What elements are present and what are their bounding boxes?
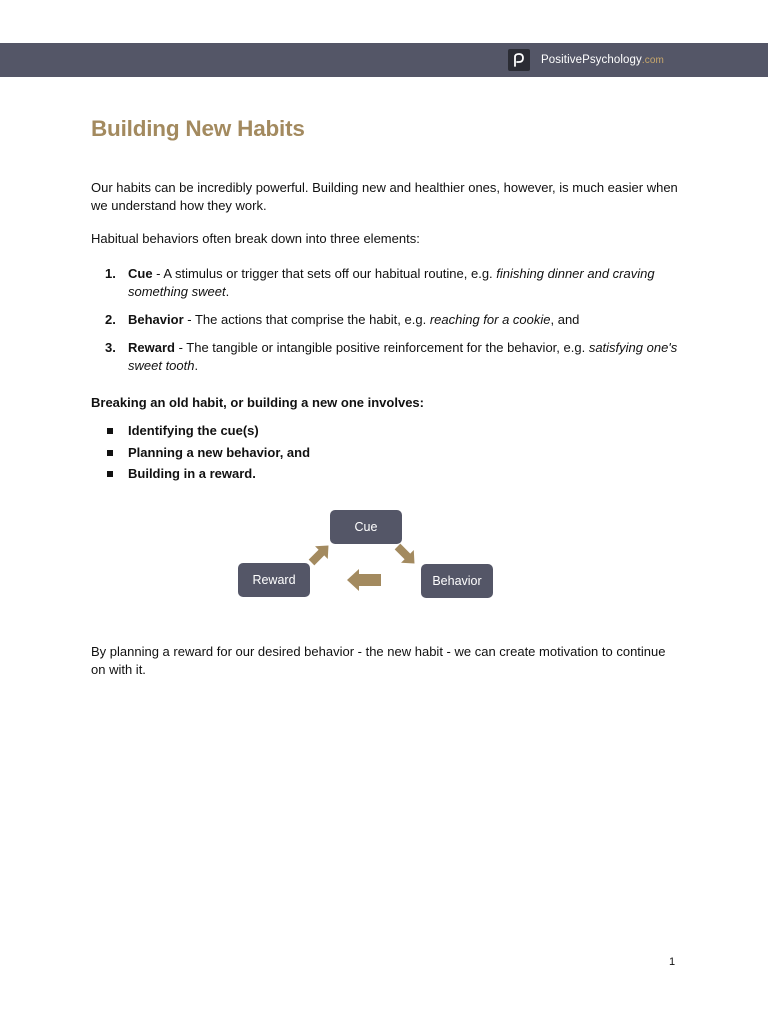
list-text-end: . xyxy=(225,284,230,299)
brand-logo[interactable] xyxy=(508,49,664,71)
p-logo-icon xyxy=(508,49,530,71)
brand-text xyxy=(541,54,664,66)
page-number: 1 xyxy=(669,956,676,968)
list-term: Behavior xyxy=(128,312,184,327)
closing-paragraph: By planning a reward for our desired behavior - the new habit - we can create motivation to continue on with it. xyxy=(91,644,666,677)
header-bar xyxy=(0,43,768,77)
square-bullet-icon xyxy=(107,471,113,477)
list-item-reward xyxy=(91,339,681,375)
arrow-behavior-to-reward-icon xyxy=(347,569,381,591)
square-bullet-icon xyxy=(107,428,113,434)
arrow-cue-to-behavior-icon xyxy=(391,540,421,570)
list-example: satisfying one's sweet tooth xyxy=(128,340,678,373)
arrow-reward-to-cue-icon xyxy=(305,539,335,569)
steps-intro: Breaking an old habit, or building a new one involves: xyxy=(91,395,424,410)
list-number: 2. xyxy=(105,312,116,327)
diagram-arrows xyxy=(230,500,430,600)
list-text: - The actions that comprise the habit, e.g. xyxy=(183,312,430,327)
steps-list xyxy=(91,422,681,487)
elements-list xyxy=(91,265,681,375)
brand-name: PositivePsychology xyxy=(541,54,642,66)
list-item xyxy=(91,422,681,440)
list-item-cue xyxy=(91,265,681,301)
diagram-node-behavior: Behavior xyxy=(421,564,493,598)
page-title: Building New Habits xyxy=(91,116,305,141)
list-text-end: , and xyxy=(550,312,580,327)
list-item xyxy=(91,465,681,483)
list-text-end: . xyxy=(194,358,199,373)
list-term: Reward xyxy=(128,340,175,355)
list-item-behavior xyxy=(91,311,681,329)
diagram-node-cue: Cue xyxy=(330,510,402,544)
list-text: - The tangible or intangible positive reinforcement for the behavior, e.g. xyxy=(174,340,589,355)
list-term: Cue xyxy=(128,266,153,281)
square-bullet-icon xyxy=(107,450,113,456)
list-example: reaching for a cookie xyxy=(429,312,551,327)
diagram-node-reward: Reward xyxy=(238,563,310,597)
list-item xyxy=(91,444,681,462)
list-number: 1. xyxy=(105,266,116,281)
step-text: Planning a new behavior, and xyxy=(128,444,311,460)
brand-tld: .com xyxy=(641,55,664,66)
step-text: Building in a reward. xyxy=(128,466,256,481)
list-number: 3. xyxy=(105,340,116,355)
elements-intro: Habitual behaviors often break down into three elements: xyxy=(91,231,420,246)
intro-paragraph: Our habits can be incredibly powerful. Building new and healthier ones, however, is much easier when we understand how they work. xyxy=(91,180,678,213)
list-example: finishing dinner and craving something sweet xyxy=(128,266,655,299)
list-text: - A stimulus or trigger that sets off our habitual routine, e.g. xyxy=(152,266,497,281)
step-text: Identifying the cue(s) xyxy=(128,423,259,438)
